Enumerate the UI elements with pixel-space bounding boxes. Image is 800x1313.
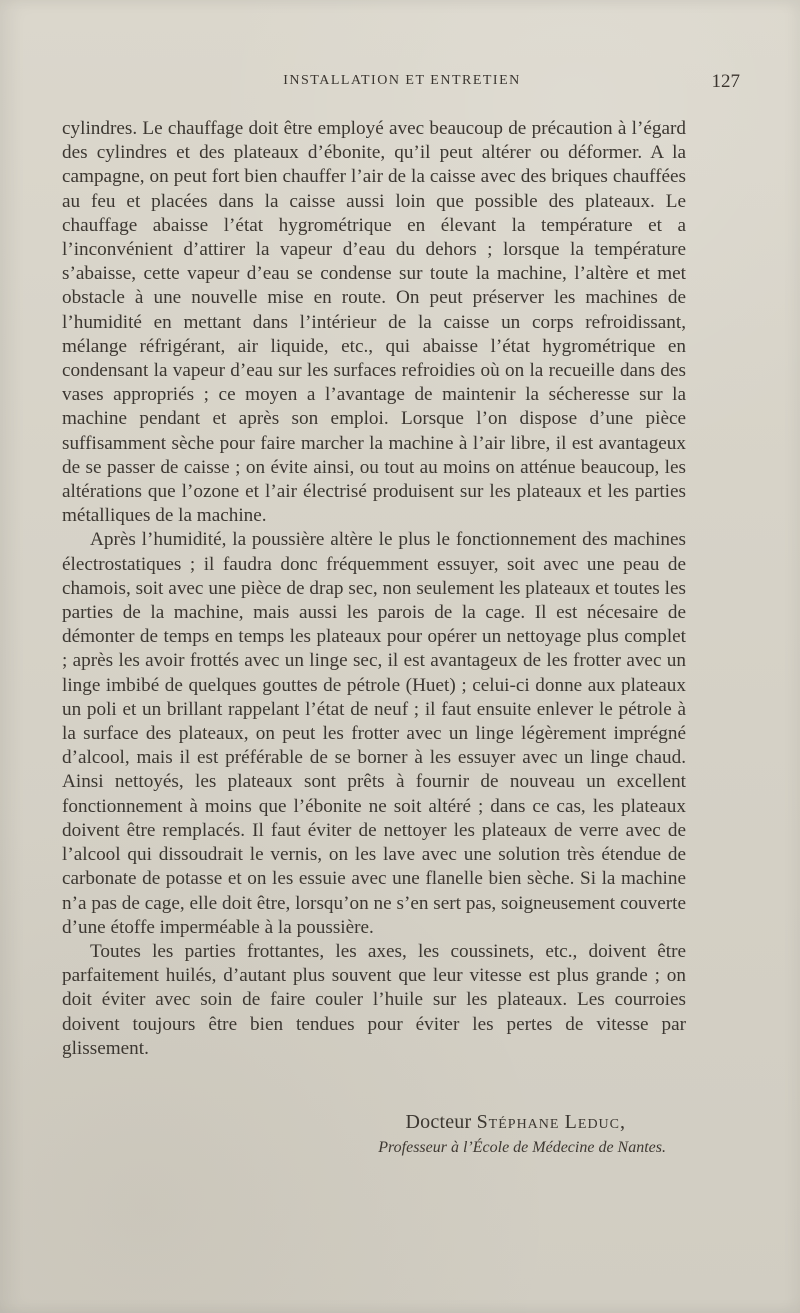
paragraph-2: Après l’humidité, la poussière altère le plus le fonctionnement des machines électrostatiques ; il faudra donc fréquemment essuyer, soit avec une peau de chamois, soit avec une pièce de drap sec, non seulement les plateaux et toutes les parties de la machine, mais aussi les parois de la cage. Il est nécesaire de démonter de temps en temps les plateaux pour opérer un nettoyage plus complet ; après les avoir frottés avec un linge sec, il est avantageux de les frotter avec un linge imbibé de quelques gouttes de pétrole (Huet) ; celui-ci donne aux plateaux un poli et un brillant rappelant l’état de neuf ; il faut ensuite enlever le pétrole à la surface des plateaux, on peut les frotter avec un linge légèrement imprégné d’alcool, mais il est préférable de se borner à les essuyer avec un linge chaud. Ainsi nettoyés, les plateaux sont prêts à fournir de nouveau un excellent fonctionnement à moins que l’ébonite ne soit altéré ; dans ce cas, les plateaux doivent être remplacés. Il faut éviter de nettoyer les plateaux de verre avec de l’alcool qui dissoudrait le vernis, on les lave avec une solution très étendue de carbonate de potasse et on les essuie avec une flanelle bien sèche. Si la machine n’a pas de cage, elle doit être, lorsqu’on ne s’en sert pas, soigneusement couverte d’une étoffe imperméable à la poussière. bbox=[62, 529, 686, 938]
author-last-name: Leduc, bbox=[564, 1111, 626, 1133]
author-title: Docteur bbox=[405, 1111, 472, 1133]
paragraph-1: cylindres. Le chauffage doit être employé avec beaucoup de précaution à l’égard des cylindres et des plateaux d’ébonite, qu’il peut altérer ou déformer. A la campagne, on peut fort bien chauffer l’air de la caisse avec des briques chauffées au feu et placées dans la caisse aussi loin que possible des plateaux. Le chauffage abaisse l’état hygrométrique en élevant la température et a l’inconvénient d’attirer la vapeur d’eau du dehors ; lorsque la température s’abaisse, cette vapeur d’eau se condense sur toute la machine, l’altère et met obstacle à une nouvelle mise en route. On peut préserver les machines de l’humidité en mettant dans l’intérieur de la caisse un corps refroidissant, mélange réfrigérant, air liquide, etc., qui abaisse l’état hygrométrique en condensant la vapeur d’eau sur les surfaces refroidies où on la recueille dans des vases appropriés ; ce moyen a l’avantage de maintenir la sécheresse sur la machine pendant et après son emploi. Lorsque l’on dispose d’une pièce suffisamment sèche pour faire marcher la machine à l’air libre, il est avantageux de se passer de caisse ; on évite ainsi, ou tout au moins on atténue beaucoup, les altérations que l’ozone et l’air électrisé produisent sur les plateaux et les parties métalliques de la machine. bbox=[62, 118, 686, 527]
page-number: 127 bbox=[711, 71, 740, 92]
author-first-name: Stéphane bbox=[476, 1111, 560, 1133]
running-title: INSTALLATION ET ENTRETIEN bbox=[283, 73, 521, 88]
signature-block bbox=[62, 1110, 682, 1158]
page-header bbox=[64, 73, 740, 97]
author-line bbox=[62, 1110, 682, 1134]
paragraph-3: Toutes les parties frottantes, les axes, les coussinets, etc., doivent être parfaitement huilés, d’autant plus souvent que leur vitesse est plus grande ; on doit éviter avec soin de faire couler l’huile sur les plateaux. Les courroies doivent toujours être bien tendues pour éviter les pertes de vitesse par glissement. bbox=[62, 940, 686, 1059]
body-text bbox=[62, 117, 686, 1156]
author-affiliation: Professeur à l’École de Médecine de Nantes. bbox=[378, 1139, 666, 1156]
